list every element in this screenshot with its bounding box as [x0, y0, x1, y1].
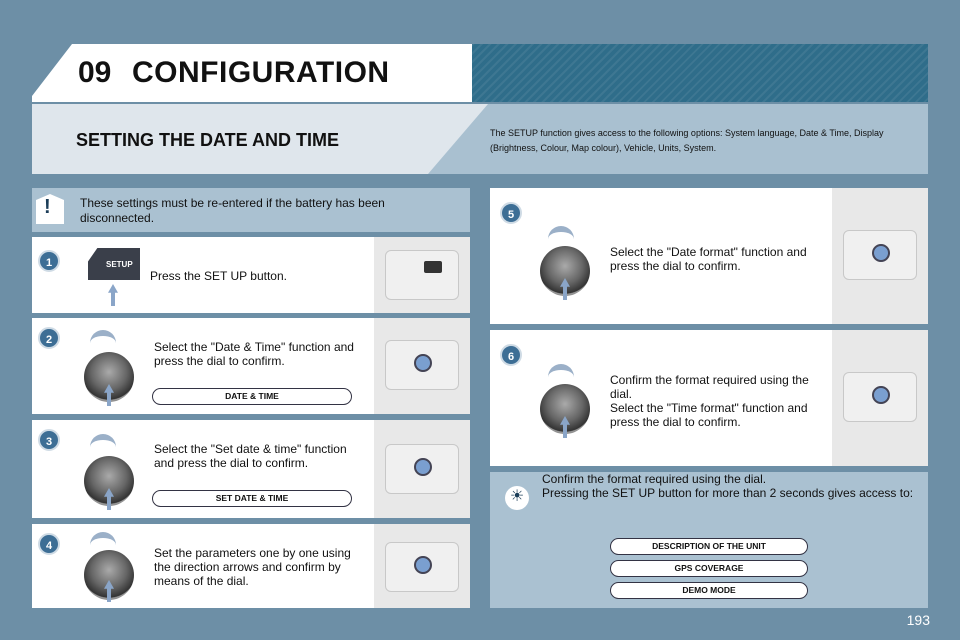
description-of-unit-menu-item: DESCRIPTION OF THE UNIT — [610, 538, 808, 555]
console-thumbnail — [385, 542, 459, 592]
console-thumbnail — [385, 340, 459, 390]
sun-icon: ☀ — [505, 486, 529, 510]
step-3-badge: 3 — [38, 429, 60, 451]
console-thumbnail — [843, 230, 917, 280]
step-1-badge: 1 — [38, 250, 60, 272]
tip-text — [542, 472, 924, 500]
step-4-text: Set the parameters one by one using the direction arrows and confirm by means of the dial. — [154, 546, 351, 588]
tip-line-1: Confirm the format required using the dial. — [542, 472, 767, 486]
step-5-badge: 5 — [500, 202, 522, 224]
step-3-text: Select the "Set date & time" function and press the dial to confirm. — [154, 442, 347, 470]
exclamation-mark: ! — [44, 196, 51, 218]
chapter-number: 09 — [78, 56, 112, 89]
tip-line-2: Pressing the SET UP button for more than 2 seconds gives access to: — [542, 486, 914, 500]
step-6-badge: 6 — [500, 344, 522, 366]
setup-button-label: SETUP — [106, 260, 133, 269]
header-stripe — [472, 44, 928, 102]
page-title: CONFIGURATION — [132, 56, 390, 89]
console-thumbnail — [385, 444, 459, 494]
console-thumbnail — [843, 372, 917, 422]
step-6-text: Confirm the format required using the dial. Select the "Time format" function and press the dial to confirm. — [610, 373, 809, 429]
step-1-text: Press the SET UP button. — [150, 269, 287, 283]
demo-mode-menu-item: DEMO MODE — [610, 582, 808, 599]
warning-text: These settings must be re-entered if the battery has been disconnected. — [80, 196, 385, 225]
gps-coverage-menu-item: GPS COVERAGE — [610, 560, 808, 577]
console-thumbnail — [385, 250, 459, 300]
set-date-time-menu-item: SET DATE & TIME — [152, 490, 352, 507]
step-2-badge: 2 — [38, 327, 60, 349]
step-2-text: Select the "Date & Time" function and press the dial to confirm. — [154, 340, 354, 368]
step-4-badge: 4 — [38, 533, 60, 555]
section-title: SETTING THE DATE AND TIME — [76, 130, 339, 150]
intro-text: The SETUP function gives access to the following options: System language, Date & Time, Display (Brightness, Colour, Map colour), Vehicle, Units, System. — [490, 128, 884, 153]
date-time-menu-item: DATE & TIME — [152, 388, 352, 405]
step-5-text: Select the "Date format" function and press the dial to confirm. — [610, 245, 807, 273]
page-number: 193 — [906, 612, 930, 628]
